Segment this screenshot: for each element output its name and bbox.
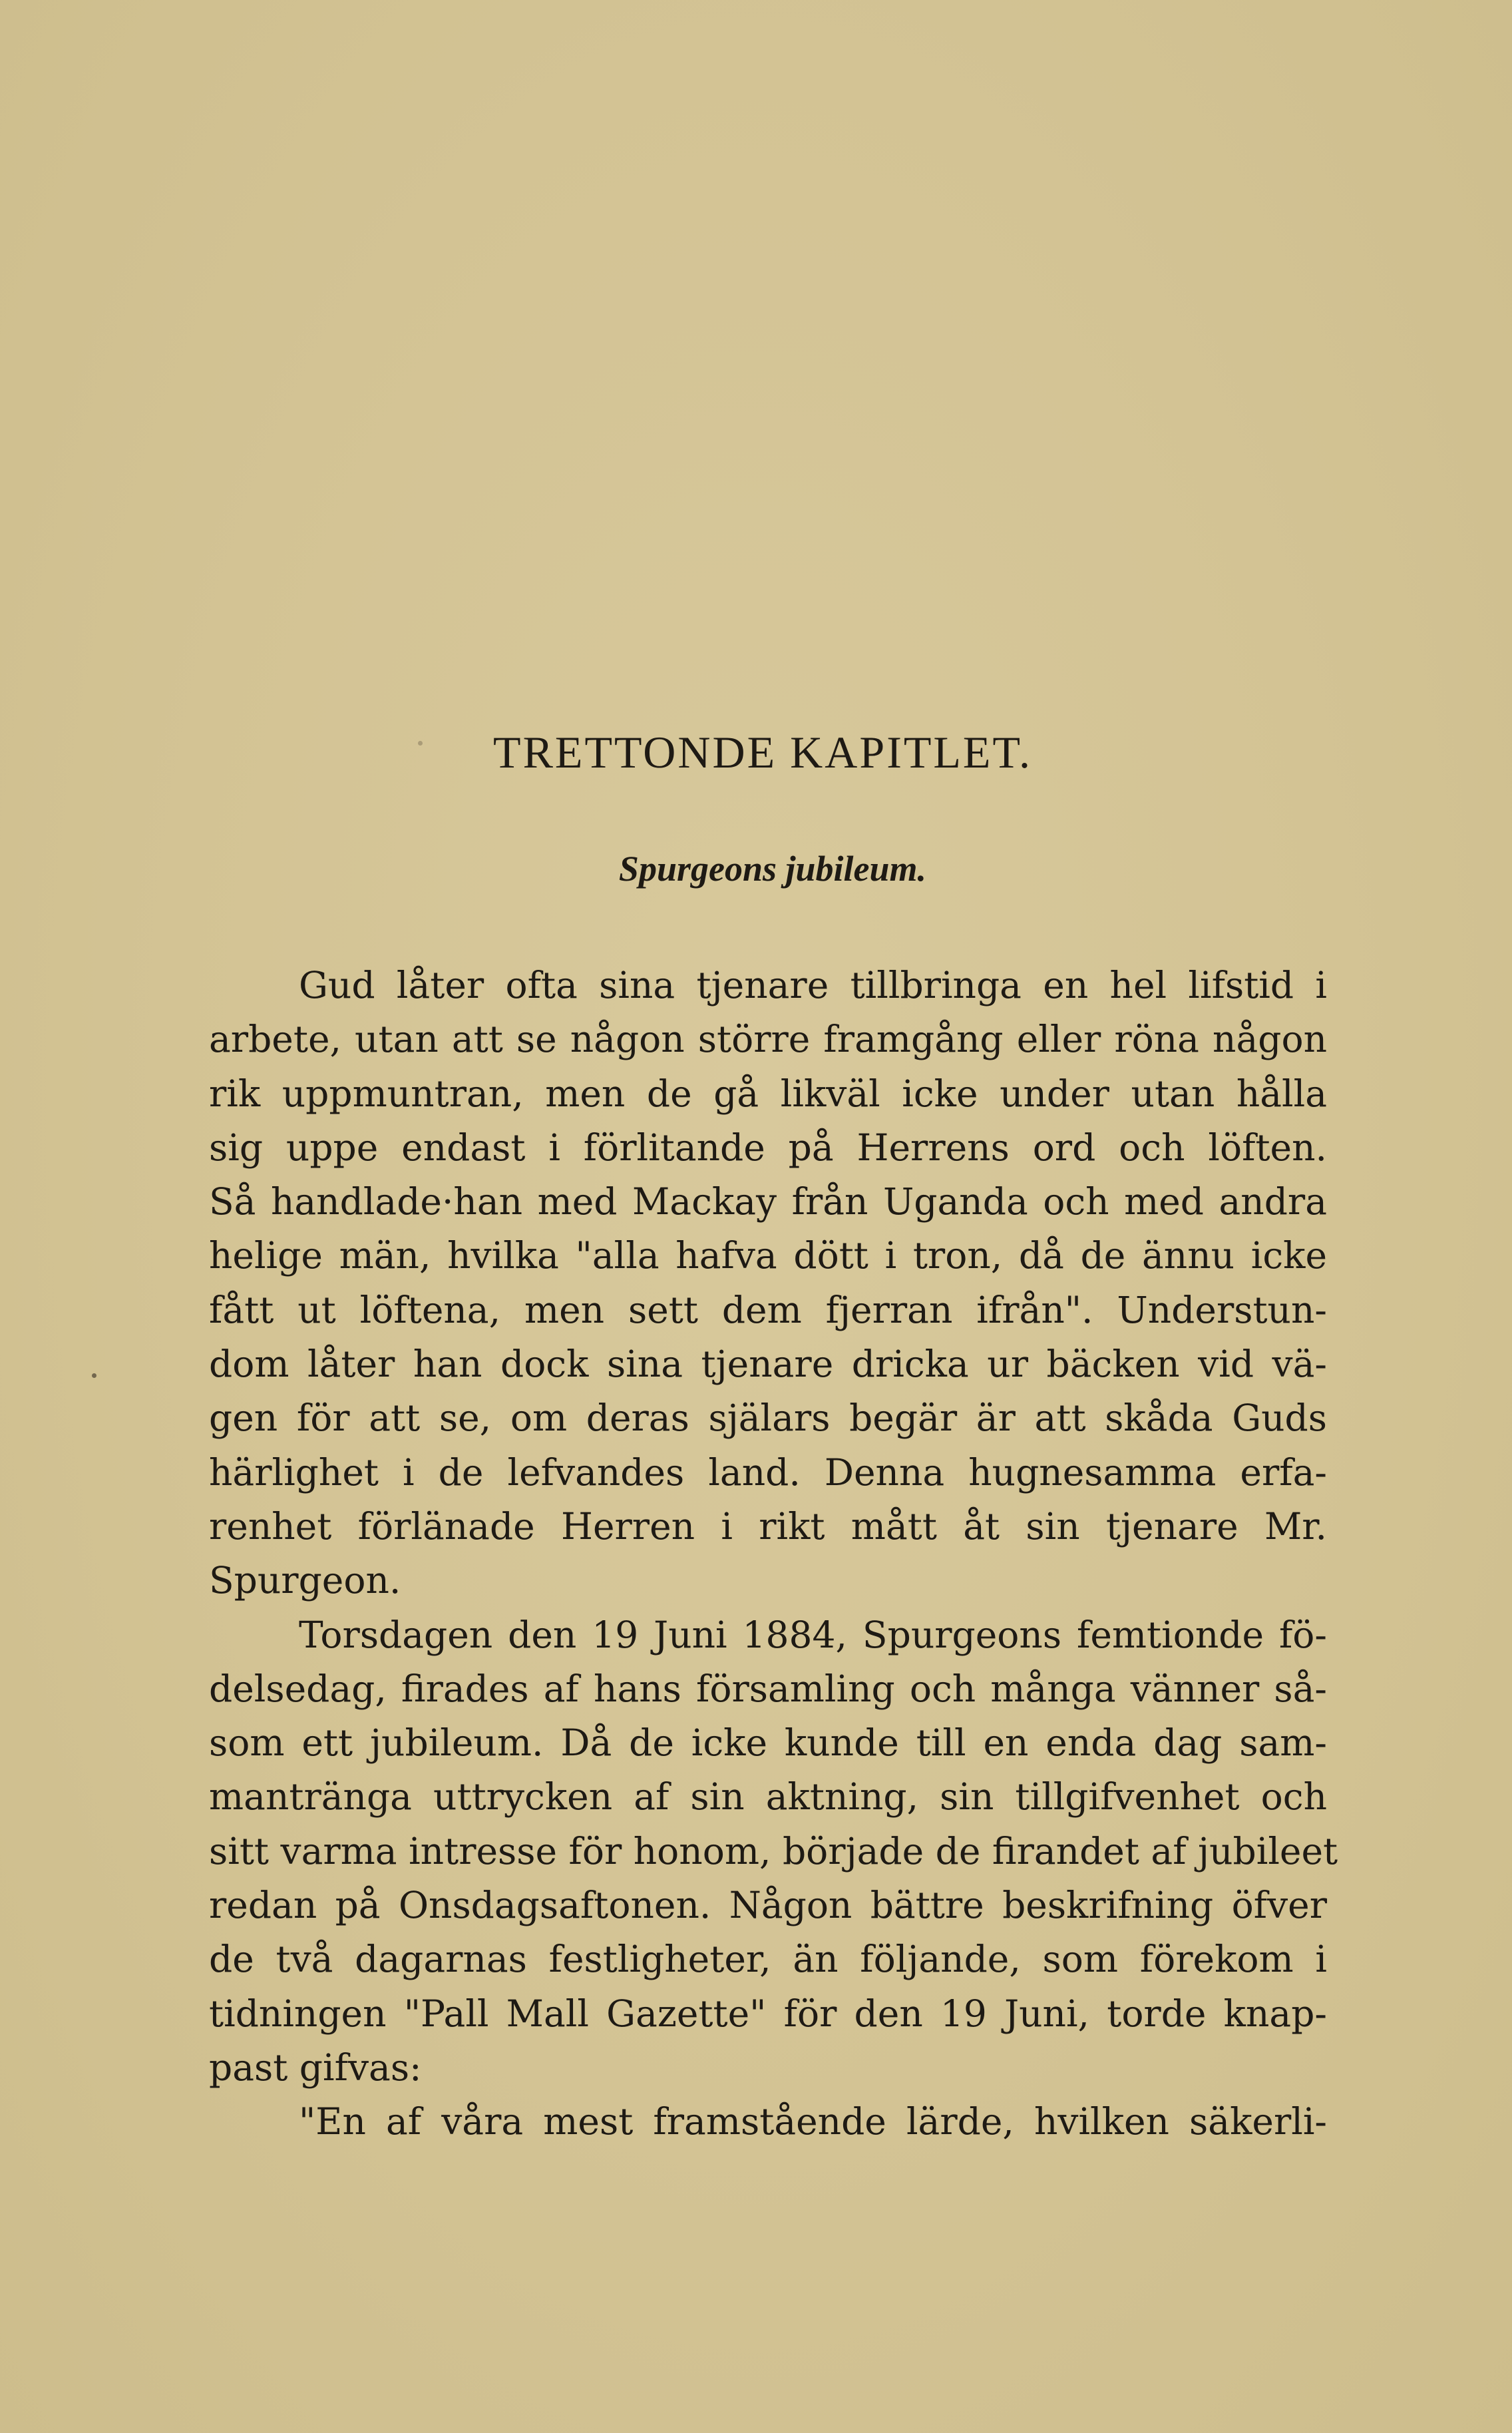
text-line: härlighet i de lefvandes land. Denna hugnesamma erfa- [209,1450,1327,1494]
text-line: redan på Onsdagsaftonen. Någon bättre beskrifning öfver [209,1884,1327,1927]
text-line: mantränga uttrycken af sin aktning, sin tillgifvenhet och [209,1775,1327,1819]
text-line: de två dagarnas festligheter, än följande, som förekom i [209,1938,1327,1981]
paragraph-3 [209,2095,1327,2149]
body-text [209,959,1338,2149]
chapter-title: TRETTONDE KAPITLET. [493,727,1032,777]
text-line: Gud låter ofta sina tjenare tillbringa en hel lifstid i [299,964,1327,1006]
chapter-subtitle: Spurgeons jubileum. [618,849,927,889]
text-line: rik uppmuntran, men de gå likväl icke under utan hålla [209,1072,1327,1115]
text-line: dom låter han dock sina tjenare dricka ur bäcken vid vä- [209,1343,1327,1386]
text-line: fått ut löftena, men sett dem fjerran ifrån". Understun- [209,1288,1327,1331]
text-line: renhet förlänade Herren i rikt mått åt sin tjenare Mr. [209,1504,1327,1548]
text-line: tidningen "Pall Mall Gazette" för den 19 Juni, torde knap- [209,1992,1327,2035]
text-line: Så handlade·han med Mackay från Uganda och med andra [209,1180,1327,1223]
text-line: som ett jubileum. Då de icke kunde till en enda dag sam- [209,1721,1327,1765]
text-line: helige män, hvilka "alla hafva dött i tron, då de ännu icke [209,1234,1327,1277]
paragraph-2 [209,1608,1338,2096]
text-line: sig uppe endast i förlitande på Herrens ord och löften. [209,1126,1327,1169]
text-line: arbete, utan att se någon större framgång eller röna någon [209,1018,1327,1061]
paragraph-1 [209,959,1327,1608]
text-line: delsedag, firades af hans församling och många vänner så- [209,1667,1327,1710]
text-line: gen för att se, om deras själars begär är att skåda Guds [209,1397,1327,1440]
text-line: past gifvas: [209,2046,422,2089]
paper-speck [92,1373,96,1378]
paper-speck [418,741,423,746]
text-line: Torsdagen den 19 Juni 1884, Spurgeons femtionde fö- [299,1613,1327,1656]
text-line: "En af våra mest framstående lärde, hvilken säkerli- [299,2100,1327,2143]
text-line: sitt varma intresse för honom, började de firandet af jubileet [209,1829,1338,1873]
text-line: Spurgeon. [209,1559,401,1602]
